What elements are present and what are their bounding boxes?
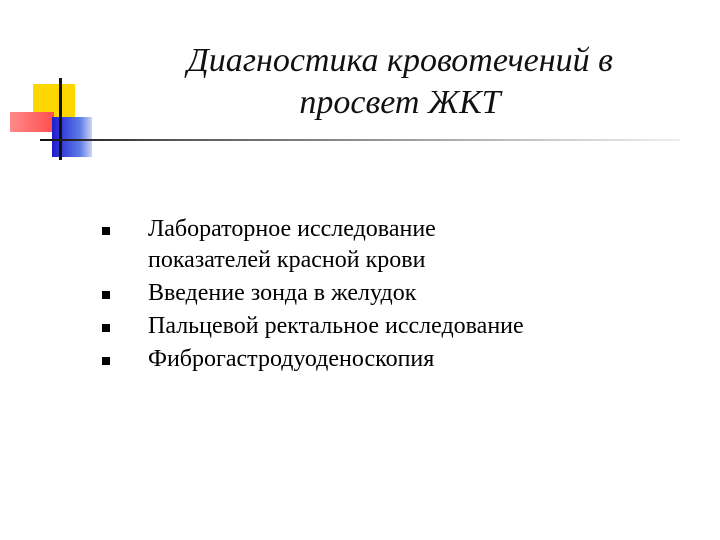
title-underline: [40, 139, 680, 141]
bullet-list: [100, 214, 700, 377]
decorative-vertical-line: [59, 78, 62, 160]
bullet-text-line: Введение зонда в желудок: [148, 280, 417, 306]
bullet-item: [100, 311, 700, 342]
bullet-text-line: показателей красной крови: [148, 247, 426, 273]
square-bullet-icon: [102, 324, 110, 332]
slide-title-line-1: Диагностика кровотечений в: [187, 42, 613, 79]
bullet-text-line: Фиброгастродуоденоскопия: [148, 346, 435, 372]
slide-title: [110, 40, 690, 124]
bullet-item: [100, 214, 700, 276]
bullet-text-line: Пальцевой ректальное исследование: [148, 313, 524, 339]
bullet-item: [100, 344, 700, 375]
square-bullet-icon: [102, 227, 110, 235]
decorative-red-bar: [10, 112, 54, 132]
bullet-item: [100, 278, 700, 309]
bullet-text-line: Лабораторное исследование: [148, 216, 436, 242]
square-bullet-icon: [102, 291, 110, 299]
slide-title-line-2: просвет ЖКТ: [299, 84, 501, 121]
decorative-blue-square: [52, 117, 92, 157]
square-bullet-icon: [102, 357, 110, 365]
